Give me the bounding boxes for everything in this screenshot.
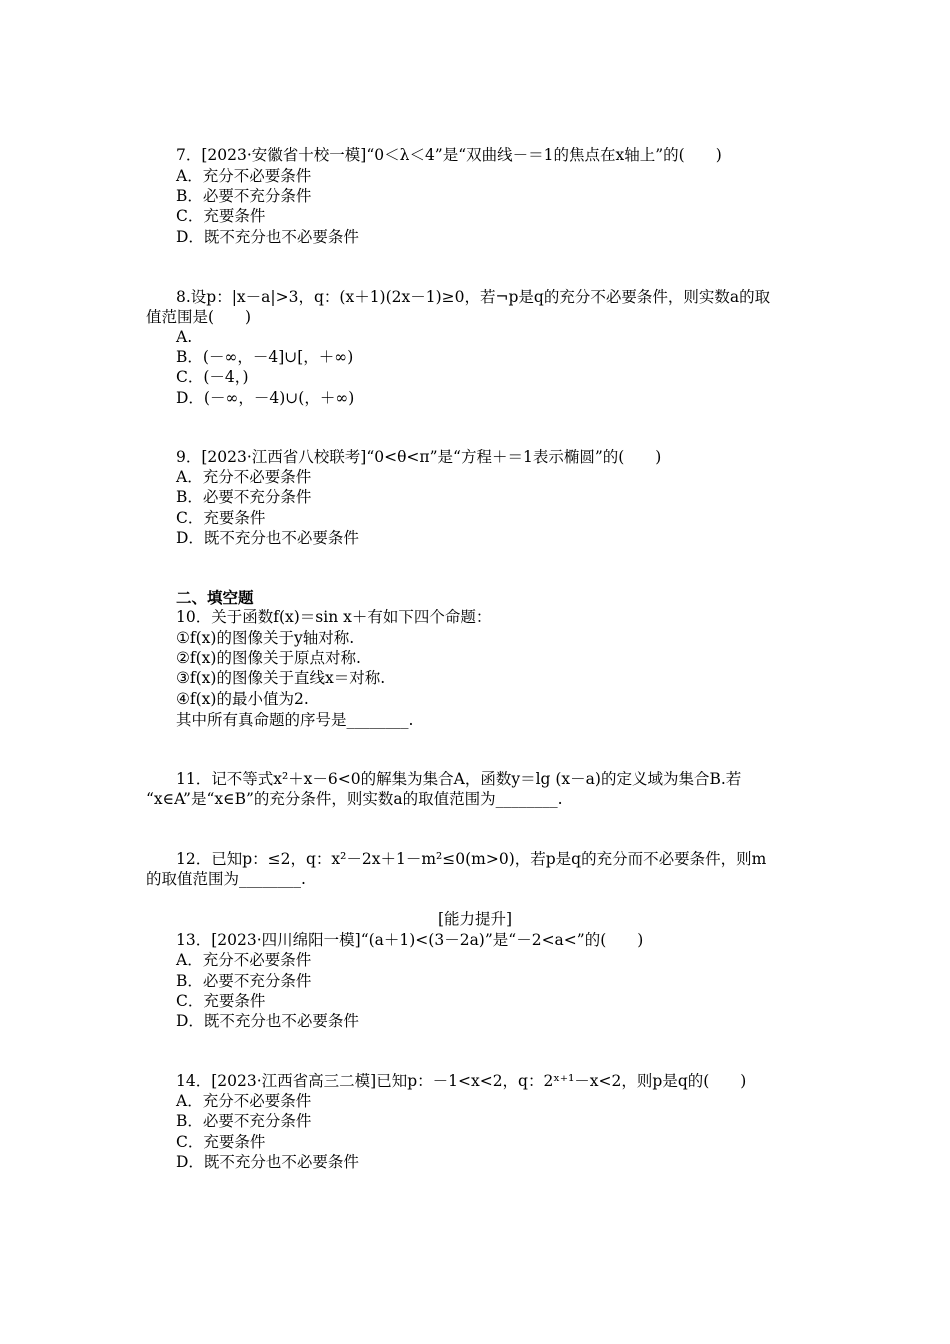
q8-option-a: A.: [176, 328, 193, 346]
q10-item-3: ③f(x)的图像关于直线x＝对称.: [176, 669, 386, 687]
q12-stem: 12．已知p：≤2，q：x²－2x＋1－m²≤0(m>0)，若p是q的充分而不必要条件，则m: [176, 850, 767, 868]
q10-item-1: ①f(x)的图像关于y轴对称.: [176, 629, 355, 647]
section-heading: 二、填空题: [176, 588, 254, 607]
q7-option-d: D．既不充分也不必要条件: [176, 228, 359, 246]
q11-stem: 11．记不等式x²＋x－6<0的解集为集合A，函数y＝lg (x－a)的定义域为集合B.若: [176, 770, 742, 788]
q9-stem: 9．[2023·江西省八校联考]“0<θ<π”是“方程＋＝1表示椭圆”的( ): [176, 448, 662, 466]
q7-option-c: C．充要条件: [176, 207, 266, 225]
q12-stem-cont: 的取值范围为________.: [146, 870, 306, 888]
q9-option-b: B．必要不充分条件: [176, 488, 312, 506]
q7-stem: 7．[2023·安徽省十校一模]“0＜λ＜4”是“双曲线－＝1的焦点在x轴上”的( ): [176, 146, 722, 164]
q14-option-c: C．充要条件: [176, 1133, 266, 1151]
q7-option-a: A．充分不必要条件: [176, 167, 312, 185]
ability-heading: [能力提升]: [437, 910, 513, 928]
q13-option-a: A．充分不必要条件: [176, 951, 312, 969]
q13-option-d: D．既不充分也不必要条件: [176, 1012, 359, 1030]
q14-option-a: A．充分不必要条件: [176, 1092, 312, 1110]
q9-option-c: C．充要条件: [176, 509, 266, 527]
q8-option-c: C．(－4，): [176, 368, 249, 386]
q13-stem: 13．[2023·四川绵阳一模]“(a＋1)<(3－2a)”是“－2<a<”的( ): [176, 931, 644, 949]
q14-option-b: B．必要不充分条件: [176, 1112, 312, 1130]
q8-option-d: D．(－∞，－4)∪(，＋∞): [176, 389, 355, 407]
q14-stem: 14．[2023·江西省高三二模]已知p：－1<x<2，q：2ˣ⁺¹－x<2，则p是q的( ): [176, 1072, 747, 1090]
q9-option-a: A．充分不必要条件: [176, 468, 312, 486]
q13-option-b: B．必要不充分条件: [176, 972, 312, 990]
q10-item-2: ②f(x)的图像关于原点对称.: [176, 649, 361, 667]
q13-option-c: C．充要条件: [176, 992, 266, 1010]
q10-stem: 10．关于函数f(x)＝sin x＋有如下四个命题：: [176, 608, 492, 626]
q8-stem-cont: 值范围是( ): [146, 308, 252, 326]
q9-option-d: D．既不充分也不必要条件: [176, 529, 359, 547]
q8-stem: 8.设p：|x－a|>3，q：(x＋1)(2x－1)≥0，若¬p是q的充分不必要条件，则实数a的取: [176, 288, 771, 306]
q10-question: 其中所有真命题的序号是________.: [176, 711, 414, 729]
q8-option-b: B．(－∞，－4]∪[，＋∞): [176, 348, 354, 366]
q7-option-b: B．必要不充分条件: [176, 187, 312, 205]
q11-stem-cont: “x∈A”是“x∈B”的充分条件，则实数a的取值范围为________.: [146, 790, 563, 808]
q14-option-d: D．既不充分也不必要条件: [176, 1153, 359, 1171]
q10-item-4: ④f(x)的最小值为2.: [176, 690, 309, 708]
